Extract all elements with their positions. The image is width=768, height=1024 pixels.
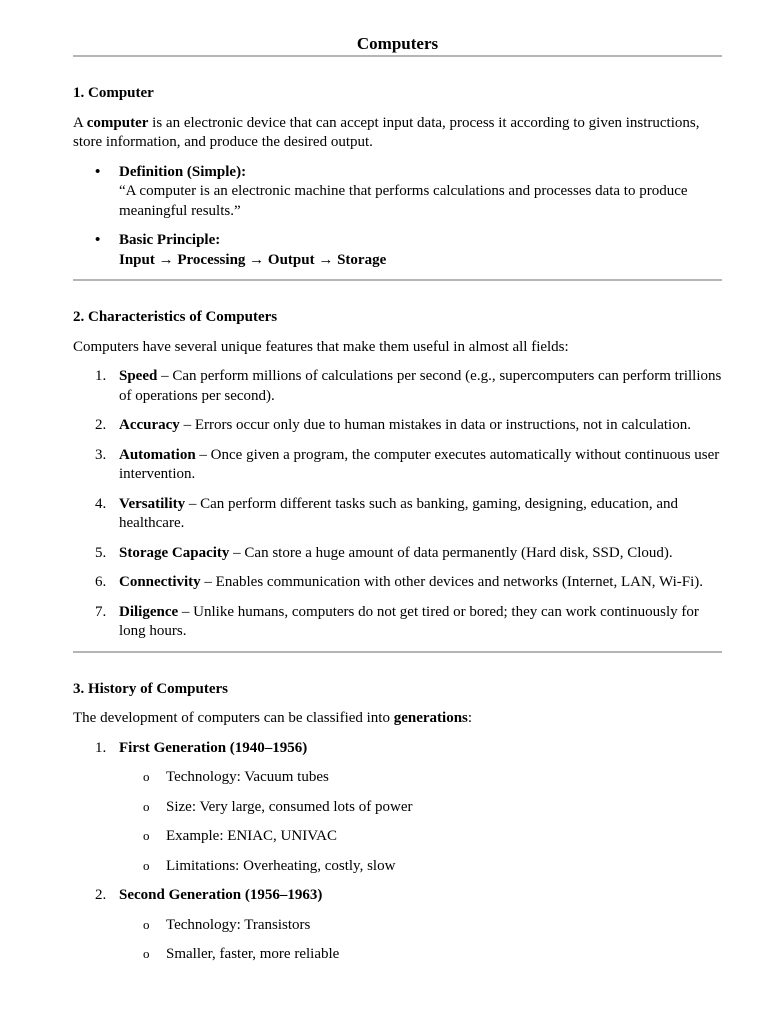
list-number: 6. bbox=[95, 574, 107, 590]
bullet-text: Input → Processing → Output → Storage bbox=[119, 251, 387, 268]
sub-bullet-marker: o bbox=[143, 857, 150, 873]
generation-title: First Generation (1940–1956) bbox=[119, 739, 308, 756]
sub-bullet-marker: o bbox=[143, 828, 150, 843]
item-description: – Errors occur only due to human mistakes in data or instructions, not in calculation. bbox=[179, 417, 691, 433]
generations-list bbox=[73, 739, 722, 965]
section-intro bbox=[73, 114, 722, 153]
intro-rest: is an electronic device that can accept input data, process it according to given instructions, store information, and produce the desired output. bbox=[73, 114, 700, 150]
intro-prefix: The development of computers can be classified into bbox=[73, 710, 394, 726]
document-page bbox=[73, 0, 722, 965]
generation-item bbox=[73, 886, 722, 965]
characteristics-list bbox=[73, 367, 722, 642]
item-description: – Can perform different tasks such as banking, gaming, designing, education, and healthcare. bbox=[119, 495, 679, 531]
list-item bbox=[73, 163, 722, 222]
generation-points bbox=[119, 768, 722, 876]
item-term: Automation bbox=[119, 446, 196, 463]
list-item bbox=[73, 416, 722, 436]
title-divider bbox=[73, 55, 722, 57]
item-description: – Enables communication with other devices and networks (Internet, LAN, Wi-Fi). bbox=[200, 574, 703, 590]
list-number: 1. bbox=[95, 368, 107, 384]
intro-bold-term: computer bbox=[86, 114, 149, 131]
list-number: 3. bbox=[95, 446, 107, 463]
bullet-marker: • bbox=[95, 232, 101, 248]
sub-bullet-marker: o bbox=[143, 769, 150, 784]
list-item bbox=[73, 367, 722, 406]
bullet-text: “A computer is an electronic machine that performs calculations and processes data to produce meaningful results.” bbox=[119, 183, 688, 219]
list-number: 4. bbox=[95, 495, 107, 512]
point-text: Technology: Transistors bbox=[166, 916, 311, 933]
section-intro: Computers have several unique features that make them useful in almost all fields: bbox=[73, 338, 569, 355]
sub-bullet-marker: o bbox=[143, 916, 150, 932]
item-term: Accuracy bbox=[119, 417, 180, 433]
list-item bbox=[73, 446, 722, 485]
item-term: Speed bbox=[119, 368, 158, 384]
point-text: Size: Very large, consumed lots of power bbox=[166, 798, 413, 815]
intro-prefix: A bbox=[73, 114, 87, 131]
list-item bbox=[73, 231, 722, 270]
item-description: – Can store a huge amount of data permanently (Hard disk, SSD, Cloud). bbox=[229, 544, 673, 561]
list-item bbox=[119, 857, 722, 877]
list-item bbox=[119, 945, 722, 965]
list-item bbox=[73, 544, 722, 564]
point-text: Technology: Vacuum tubes bbox=[166, 769, 329, 785]
item-term: Storage Capacity bbox=[119, 544, 230, 561]
section-intro bbox=[73, 709, 722, 729]
item-description: – Unlike humans, computers do not get tired or bored; they can work continuously for long hours. bbox=[119, 603, 699, 639]
bullet-marker: • bbox=[95, 163, 101, 180]
item-term: Connectivity bbox=[119, 574, 201, 590]
sub-bullet-marker: o bbox=[143, 798, 150, 814]
list-item bbox=[73, 603, 722, 642]
list-number: 7. bbox=[95, 603, 107, 620]
generation-points bbox=[119, 916, 722, 965]
list-item bbox=[73, 495, 722, 534]
bullet-list bbox=[73, 163, 722, 271]
list-number: 2. bbox=[95, 417, 107, 433]
item-term: Diligence bbox=[119, 603, 179, 620]
point-text: Limitations: Overheating, costly, slow bbox=[166, 857, 396, 874]
item-description: – Once given a program, the computer executes automatically without continuous user intervention. bbox=[119, 446, 720, 482]
section-heading: 2. Characteristics of Computers bbox=[73, 309, 278, 325]
section-computer bbox=[73, 84, 722, 270]
list-item bbox=[119, 798, 722, 818]
list-item bbox=[119, 916, 722, 936]
generation-item bbox=[73, 739, 722, 877]
section-divider bbox=[73, 279, 722, 281]
sub-bullet-marker: o bbox=[143, 946, 150, 961]
generation-title: Second Generation (1956–1963) bbox=[119, 887, 323, 903]
intro-bold-term: generations bbox=[393, 710, 468, 726]
list-number: 2. bbox=[95, 887, 107, 903]
list-item bbox=[73, 573, 722, 593]
section-divider bbox=[73, 651, 722, 653]
list-number: 5. bbox=[95, 544, 107, 561]
list-item bbox=[119, 827, 722, 847]
section-characteristics bbox=[73, 308, 722, 642]
point-text: Example: ENIAC, UNIVAC bbox=[166, 828, 337, 844]
item-term: Versatility bbox=[119, 495, 186, 512]
point-text: Smaller, faster, more reliable bbox=[166, 946, 340, 962]
bullet-label: Definition (Simple): bbox=[119, 163, 247, 180]
section-history bbox=[73, 680, 722, 965]
section-heading: 1. Computer bbox=[73, 85, 154, 101]
section-heading: 3. History of Computers bbox=[73, 680, 228, 697]
list-item bbox=[119, 768, 722, 788]
document-title: Computers bbox=[356, 34, 439, 53]
bullet-label: Basic Principle: bbox=[119, 232, 221, 248]
list-number: 1. bbox=[95, 739, 107, 756]
intro-suffix: : bbox=[467, 710, 473, 726]
item-description: – Can perform millions of calculations per second (e.g., supercomputers can perform trillions of operations per second). bbox=[119, 368, 722, 404]
